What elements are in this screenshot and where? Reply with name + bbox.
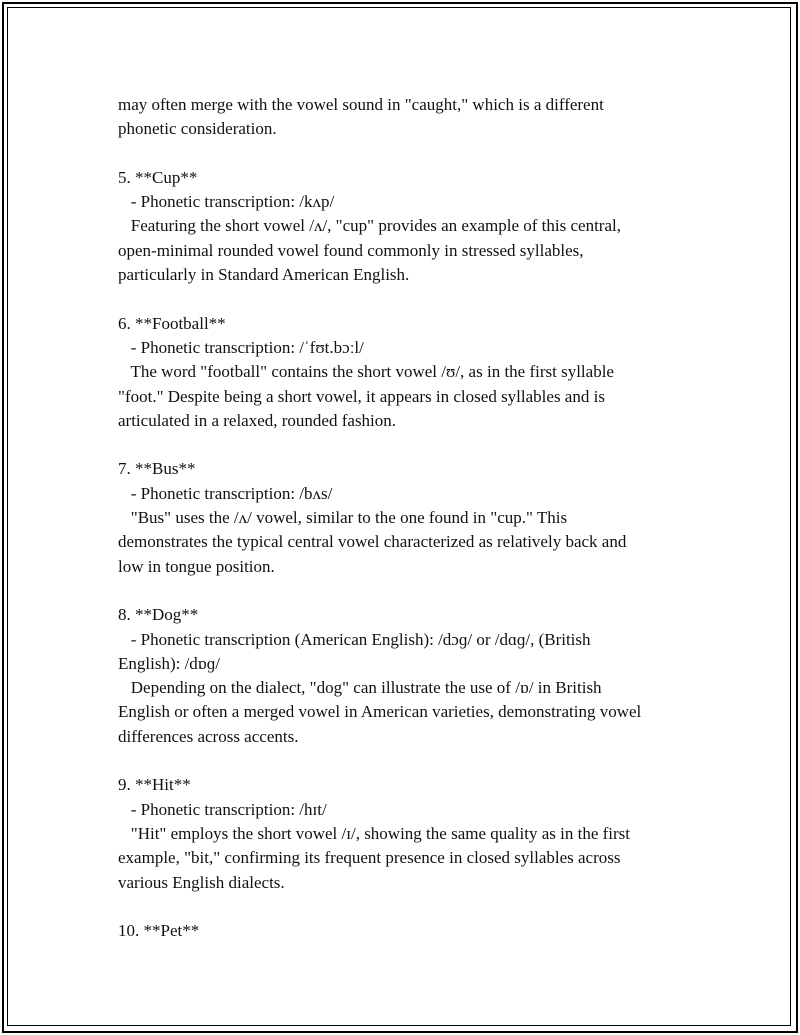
entry-transcription-football: - Phonetic transcription: /ˈfʊt.bɔːl/	[118, 337, 364, 357]
entry-heading-pet: 10. **Pet**	[118, 921, 200, 941]
entry-description-line: Featuring the short vowel /ʌ/, "cup" provides an example of this central,	[118, 216, 621, 236]
entry-heading-dog: 8. **Dog**	[118, 605, 199, 625]
paragraph-gap	[118, 287, 698, 311]
entry-heading-cup: 5. **Cup**	[118, 167, 198, 187]
entry-description-line: articulated in a relaxed, rounded fashion.	[118, 410, 397, 430]
entry-transcription-dog: - Phonetic transcription (American English): /dɔɡ/ or /dɑɡ/, (British	[118, 629, 591, 649]
entry-transcription-dog-cont: English): /dɒɡ/	[118, 653, 220, 673]
document-body	[118, 93, 698, 943]
paragraph-gap	[118, 579, 698, 603]
entry-transcription-cup: - Phonetic transcription: /kʌp/	[118, 192, 335, 212]
entry-description-line: example, "bit," confirming its frequent presence in closed syllables across	[118, 848, 621, 868]
entry-transcription-bus: - Phonetic transcription: /bʌs/	[118, 483, 333, 503]
entry-description-line: Depending on the dialect, "dog" can illustrate the use of /ɒ/ in British	[118, 678, 602, 698]
entry-description-line: low in tongue position.	[118, 556, 275, 576]
entry-description-line: open-minimal rounded vowel found commonly in stressed syllables,	[118, 240, 584, 260]
entry-description-line: English or often a merged vowel in American varieties, demonstrating vowel	[118, 702, 642, 722]
entry-description-line: "foot." Despite being a short vowel, it appears in closed syllables and is	[118, 386, 605, 406]
entry-description-line: The word "football" contains the short vowel /ʊ/, as in the first syllable	[118, 362, 614, 382]
entry-description-line: "Hit" employs the short vowel /ɪ/, showing the same quality as in the first	[118, 823, 631, 843]
entry-transcription-hit: - Phonetic transcription: /hɪt/	[118, 799, 327, 819]
paragraph-gap	[118, 433, 698, 457]
entry-description-line: differences across accents.	[118, 726, 299, 746]
entry-description-line: demonstrates the typical central vowel characterized as relatively back and	[118, 532, 627, 552]
paragraph-gap	[118, 142, 698, 166]
entry-heading-hit: 9. **Hit**	[118, 775, 191, 795]
paragraph-line: phonetic consideration.	[118, 119, 277, 139]
paragraph-gap	[118, 749, 698, 773]
entry-description-line: particularly in Standard American English.	[118, 265, 410, 285]
paragraph-line: may often merge with the vowel sound in "caught," which is a different	[118, 95, 604, 114]
entry-heading-football: 6. **Football**	[118, 313, 226, 333]
entry-heading-bus: 7. **Bus**	[118, 459, 196, 479]
paragraph-gap	[118, 895, 698, 919]
entry-description-line: "Bus" uses the /ʌ/ vowel, similar to the one found in "cup." This	[118, 508, 568, 528]
entry-description-line: various English dialects.	[118, 872, 285, 892]
